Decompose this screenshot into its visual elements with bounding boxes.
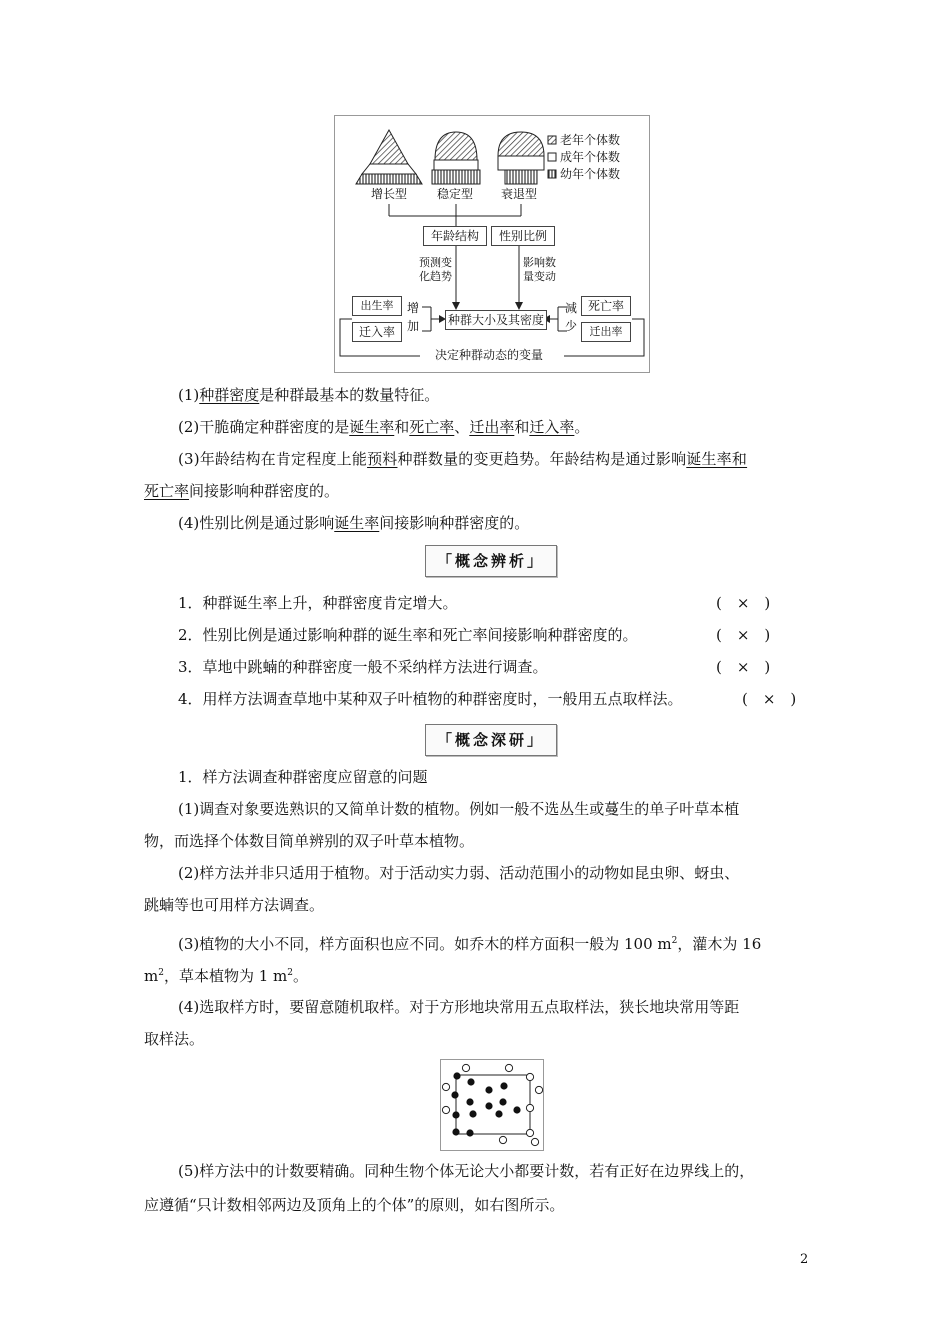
s2-p3b [144, 962, 308, 987]
p3b-sup2: 2 [287, 968, 294, 978]
s1-mark-2: ( × ) [716, 626, 771, 644]
s1-mark-4: ( × ) [742, 690, 797, 708]
immigration-rate-box: 迁入率 [352, 322, 402, 342]
p3a-end: ，灌木为 16 [677, 935, 762, 953]
s2-heading: 1．样方法调查种群密度应留意的问题 [178, 768, 428, 786]
increase-1: 增 [407, 301, 420, 315]
dynamic-variables-label: 决定种群动态的变量 [431, 349, 547, 362]
death-rate-box: 死亡率 [581, 296, 631, 316]
population-size-box: 种群大小及其密度 [445, 310, 547, 330]
p2-term2: 死亡率 [409, 418, 455, 436]
page-number: 2 [800, 1252, 809, 1267]
s1-item-4: 4．用样方法调查草地中某种双子叶植物的种群密度时，一般用五点取样法。 [178, 690, 683, 708]
p1-prefix: (1) [178, 386, 200, 404]
stable-label: 稳定型 [437, 187, 474, 201]
birth-rate-box: 出生率 [352, 296, 402, 316]
p3-t1: 种群数量的变更趋势。年龄结构是通过影响 [397, 450, 687, 468]
intro-p1 [178, 384, 439, 406]
legend-adult: 成年个体数 [560, 150, 621, 164]
predict-label-2: 化趋势 [419, 270, 452, 283]
predict-label-1: 预测变 [419, 256, 452, 269]
s2-p1a: (1)调查对象要选熟识的又简单计数的植物。例如一般不选丛生或蔓生的单子叶草本植 [178, 800, 740, 818]
influence-label-1: 影响数 [523, 256, 556, 269]
p4-rest: 间接影响种群密度的。 [379, 514, 530, 532]
p3a-text: (3)植物的大小不同，样方面积也应不同。如乔木的样方面积一般为 100 m [178, 935, 672, 953]
p2-term3: 迁出率 [469, 418, 515, 436]
p3b-sup1: 2 [158, 968, 164, 978]
p2-term1: 诞生率 [349, 418, 395, 436]
section-concept-study-title: 「概念深研」 [425, 724, 557, 756]
p2-term4: 迁入率 [529, 418, 575, 436]
p2-t2: 、 [454, 418, 470, 436]
s2-p2b: 跳蝻等也可用样方法调查。 [144, 896, 325, 914]
intro-p2 [178, 416, 589, 438]
population-diagram [334, 115, 650, 373]
intro-p4 [178, 512, 529, 534]
p4-prefix: (4)性别比例是通过影响 [178, 514, 335, 532]
p3-prefix: (3)年龄结构在肯定程度上能 [178, 450, 368, 468]
quadrat-figure [440, 1059, 544, 1151]
section-concept-analysis-title: 「概念辨析」 [425, 545, 557, 577]
p4-term: 诞生率 [334, 514, 380, 532]
s2-p1b: 物，而选择个体数目简单辨别的双子叶草本植物。 [144, 832, 475, 850]
p2-t1: 和 [394, 418, 410, 436]
intro-p3a [178, 448, 747, 470]
p2-t4: 。 [574, 418, 590, 436]
p3-term2: 诞生率和 [686, 450, 748, 468]
s2-p2a: (2)样方法并非只适用于植物。对于活动实力弱、活动范围小的动物如昆虫卵、蚜虫、 [178, 864, 740, 882]
s1-mark-3: ( × ) [716, 658, 771, 676]
s1-mark-1: ( × ) [716, 594, 771, 612]
p3-term1: 预料 [367, 450, 398, 468]
s1-item-3: 3．草地中跳蝻的种群密度一般不采纳样方法进行调查。 [178, 658, 548, 676]
growth-pyramid [356, 130, 422, 184]
s2-p3a [178, 930, 761, 955]
declining-label: 衰退型 [501, 187, 538, 201]
p3b-mid: ，草本植物为 1 m [163, 967, 288, 985]
stable-pyramid [432, 132, 480, 184]
age-structure-box: 年龄结构 [423, 226, 487, 246]
s2-p5b: 应遵循“只计数相邻两边及顶角上的个体”的原则，如右图所示。 [144, 1196, 565, 1214]
s2-p5a: (5)样方法中的计数要精确。同种生物个体无论大小都要计数，若有正好在边界线上的， [178, 1162, 755, 1180]
p2-t3: 和 [514, 418, 530, 436]
s2-p4a: (4)选取样方时，要留意随机取样。对于方形地块常用五点取样法，狭长地块常用等距 [178, 998, 740, 1016]
s1-item-1: 1．种群诞生率上升，种群密度肯定增大。 [178, 594, 458, 612]
sex-ratio-box: 性别比例 [491, 226, 555, 246]
decrease-1: 减 [565, 301, 578, 315]
legend-young: 幼年个体数 [560, 167, 621, 181]
declining-pyramid [498, 132, 544, 184]
decrease-2: 少 [565, 319, 578, 333]
p3-term3: 死亡率 [144, 482, 190, 500]
s2-p4b: 取样法。 [144, 1030, 205, 1048]
p3b-end: 。 [293, 967, 309, 985]
emigration-rate-box: 迁出率 [581, 322, 631, 342]
p2-prefix: (2)干脆确定种群密度的是 [178, 418, 350, 436]
p3b-start: m [144, 967, 159, 985]
s1-item-2: 2．性别比例是通过影响种群的诞生率和死亡率间接影响种群密度的。 [178, 626, 638, 644]
p1-rest: 是种群最基本的数量特征。 [259, 386, 440, 404]
legend-old: 老年个体数 [560, 133, 621, 147]
intro-p3b [144, 480, 339, 502]
p3-t2: 间接影响种群密度的。 [189, 482, 340, 500]
quadrat-svg [441, 1060, 543, 1150]
increase-2: 加 [407, 319, 420, 333]
influence-label-2: 量变动 [523, 270, 556, 283]
growth-label: 增长型 [371, 187, 408, 201]
p1-term: 种群密度 [199, 386, 260, 404]
p3a-sup: 2 [671, 936, 678, 946]
